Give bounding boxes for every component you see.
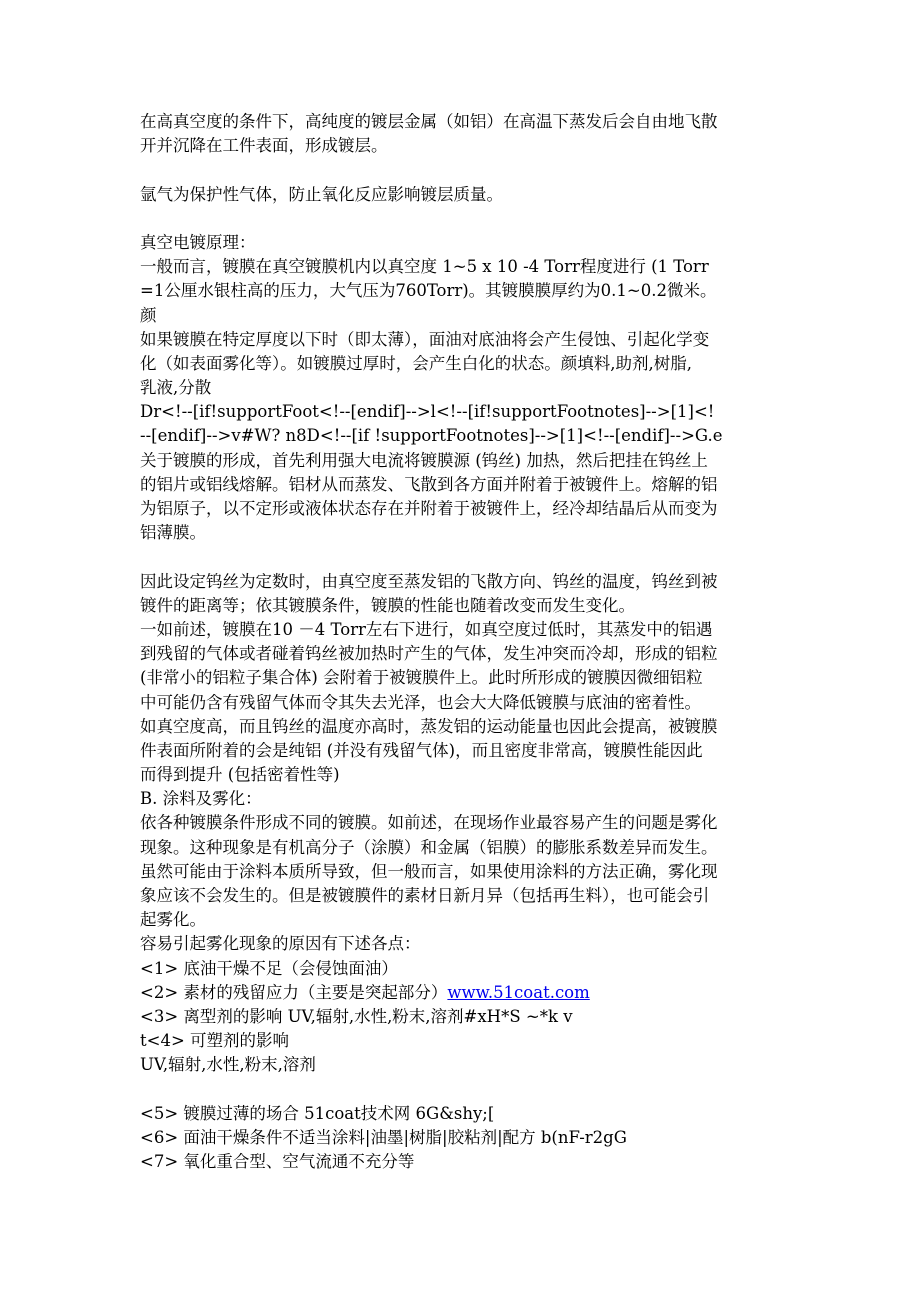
- text-line: 镀件的距离等；依其镀膜条件，镀膜的性能也随着改变而发生变化。: [140, 595, 635, 615]
- text-line: 容易引起雾化现象的原因有下述各点：: [140, 934, 421, 954]
- list-continued: [140, 1102, 785, 1175]
- text-line: 如真空度高，而且钨丝的温度亦高时，蒸发铝的运动能量也因此会提高，被镀膜: [140, 716, 718, 736]
- text-line: 而得到提升 (包括密着性等): [140, 765, 340, 785]
- text-line: 因此设定钨丝为定数时，由真空度至蒸发铝的飞散方向、钨丝的温度，钨丝到被: [140, 571, 718, 591]
- blank-line: [140, 207, 785, 231]
- section-heading: B. 涂料及雾化：: [140, 789, 262, 809]
- paragraph-argon: [140, 183, 785, 207]
- text-line: 一般而言，镀膜在真空镀膜机内以真空度 1~5 x 10 -4 Torr程度进行 (1 Torr: [140, 257, 709, 277]
- text-line: 乳液,分散: [140, 378, 212, 398]
- list-item: <6> 面油干燥条件不适当涂料|油墨|树脂|胶粘剂|配方 b(nF-r2gG: [140, 1127, 627, 1147]
- section-plating-principle: [140, 231, 785, 545]
- document-body: [140, 110, 785, 1174]
- text-line: Dr<!--[if!supportFoot<!--[endif]-->l<!--[if!supportFootnotes]-->[1]<!: [140, 402, 715, 422]
- text-line: 如果镀膜在特定厚度以下时（即太薄），面油对底油将会产生侵蚀、引起化学变: [140, 329, 710, 349]
- list-item: <7> 氧化重合型、空气流通不充分等: [140, 1152, 415, 1172]
- text-line: =1公厘水银柱高的压力，大气压为760Torr)。其镀膜膜厚约为0.1~0.2微米。: [140, 281, 717, 301]
- list-item: [140, 981, 785, 1005]
- text-line: (非常小的铝粒子集合体) 会附着于被镀膜件上。此时所形成的镀膜因微细铝粒: [140, 668, 703, 688]
- text-line: 为铝原子，以不定形或液体状态存在并附着于被镀件上，经冷却结晶后从而变为: [140, 499, 718, 518]
- text-line: 起雾化。: [140, 910, 206, 930]
- text-line: 铝薄膜。: [140, 523, 206, 543]
- list-item: <5> 镀膜过薄的场合 51coat技术网 6G&shy;[: [140, 1103, 495, 1123]
- list-item-text: <2> 素材的残留应力（主要是突起部分）: [140, 982, 448, 1002]
- website-link[interactable]: www.51coat.com: [447, 982, 590, 1002]
- text-line: 现象。这种现象是有机高分子（涂膜）和金属（铝膜）的膨胀系数差异而发生。: [140, 837, 718, 857]
- text-line: 依各种镀膜条件形成不同的镀膜。如前述，在现场作业最容易产生的问题是雾化: [140, 813, 718, 833]
- text-line: 件表面所附着的会是纯铝 (并没有残留气体)，而且密度非常高，镀膜性能因此: [140, 740, 703, 760]
- text-line: 颜: [140, 305, 157, 325]
- blank-line: [140, 545, 785, 569]
- list-item: <3> 离型剂的影响 UV,辐射,水性,粉末,溶剂#xH*S ~*k v: [140, 1006, 573, 1026]
- text-line: 氩气为保护性气体，防止氧化反应影响镀层质量。: [140, 184, 503, 204]
- paragraph-vacuum-deposition: [140, 110, 785, 158]
- text-line: 在高真空度的条件下，高纯度的镀层金属（如铝）在高温下蒸发后会自由地飞散: [140, 112, 718, 131]
- list-item: t<4> 可塑剂的影响: [140, 1031, 290, 1051]
- text-line: 中可能仍含有残留气体而令其失去光泽，也会大大降低镀膜与底油的密着性。: [140, 692, 701, 712]
- list-item: <1> 底油干燥不足（会侵蚀面油）: [140, 958, 398, 978]
- text-line: UV,辐射,水性,粉末,溶剂: [140, 1055, 316, 1075]
- text-line: 化（如表面雾化等）。如镀膜过厚时，会产生白化的状态。颜填料,助剂,树脂,: [140, 353, 692, 373]
- text-line: 虽然可能由于涂料本质所导致，但一般而言，如果使用涂料的方法正确，雾化现: [140, 861, 718, 881]
- text-line: --[endif]-->v#W? n8D<!--[if !supportFootnotes]-->[1]<!--[endif]-->G.e: [140, 426, 723, 446]
- text-line: 到残留的气体或者碰着钨丝被加热时产生的气体，发生冲突而冷却，形成的铝粒: [140, 644, 718, 664]
- text-line: 开并沉降在工件表面，形成镀层。: [140, 136, 388, 156]
- section-coating-fog: [140, 570, 785, 1078]
- text-line: 象应该不会发生的。但是被镀膜件的素材日新月异（包括再生料），也可能会引: [140, 886, 710, 905]
- text-line: 关于镀膜的形成，首先利用强大电流将镀膜源 (钨丝) 加热，然后把挂在钨丝上: [140, 450, 708, 470]
- section-heading: 真空电镀原理：: [140, 232, 256, 252]
- blank-line: [140, 158, 785, 182]
- text-line: 一如前述，镀膜在10 －4 Torr左右下进行，如真空度过低时，其蒸发中的铝遇: [140, 619, 713, 639]
- text-line: 的铝片或铝线熔解。铝材从而蒸发、飞散到各方面并附着于被镀件上。熔解的铝: [140, 474, 718, 494]
- blank-line: [140, 1078, 785, 1102]
